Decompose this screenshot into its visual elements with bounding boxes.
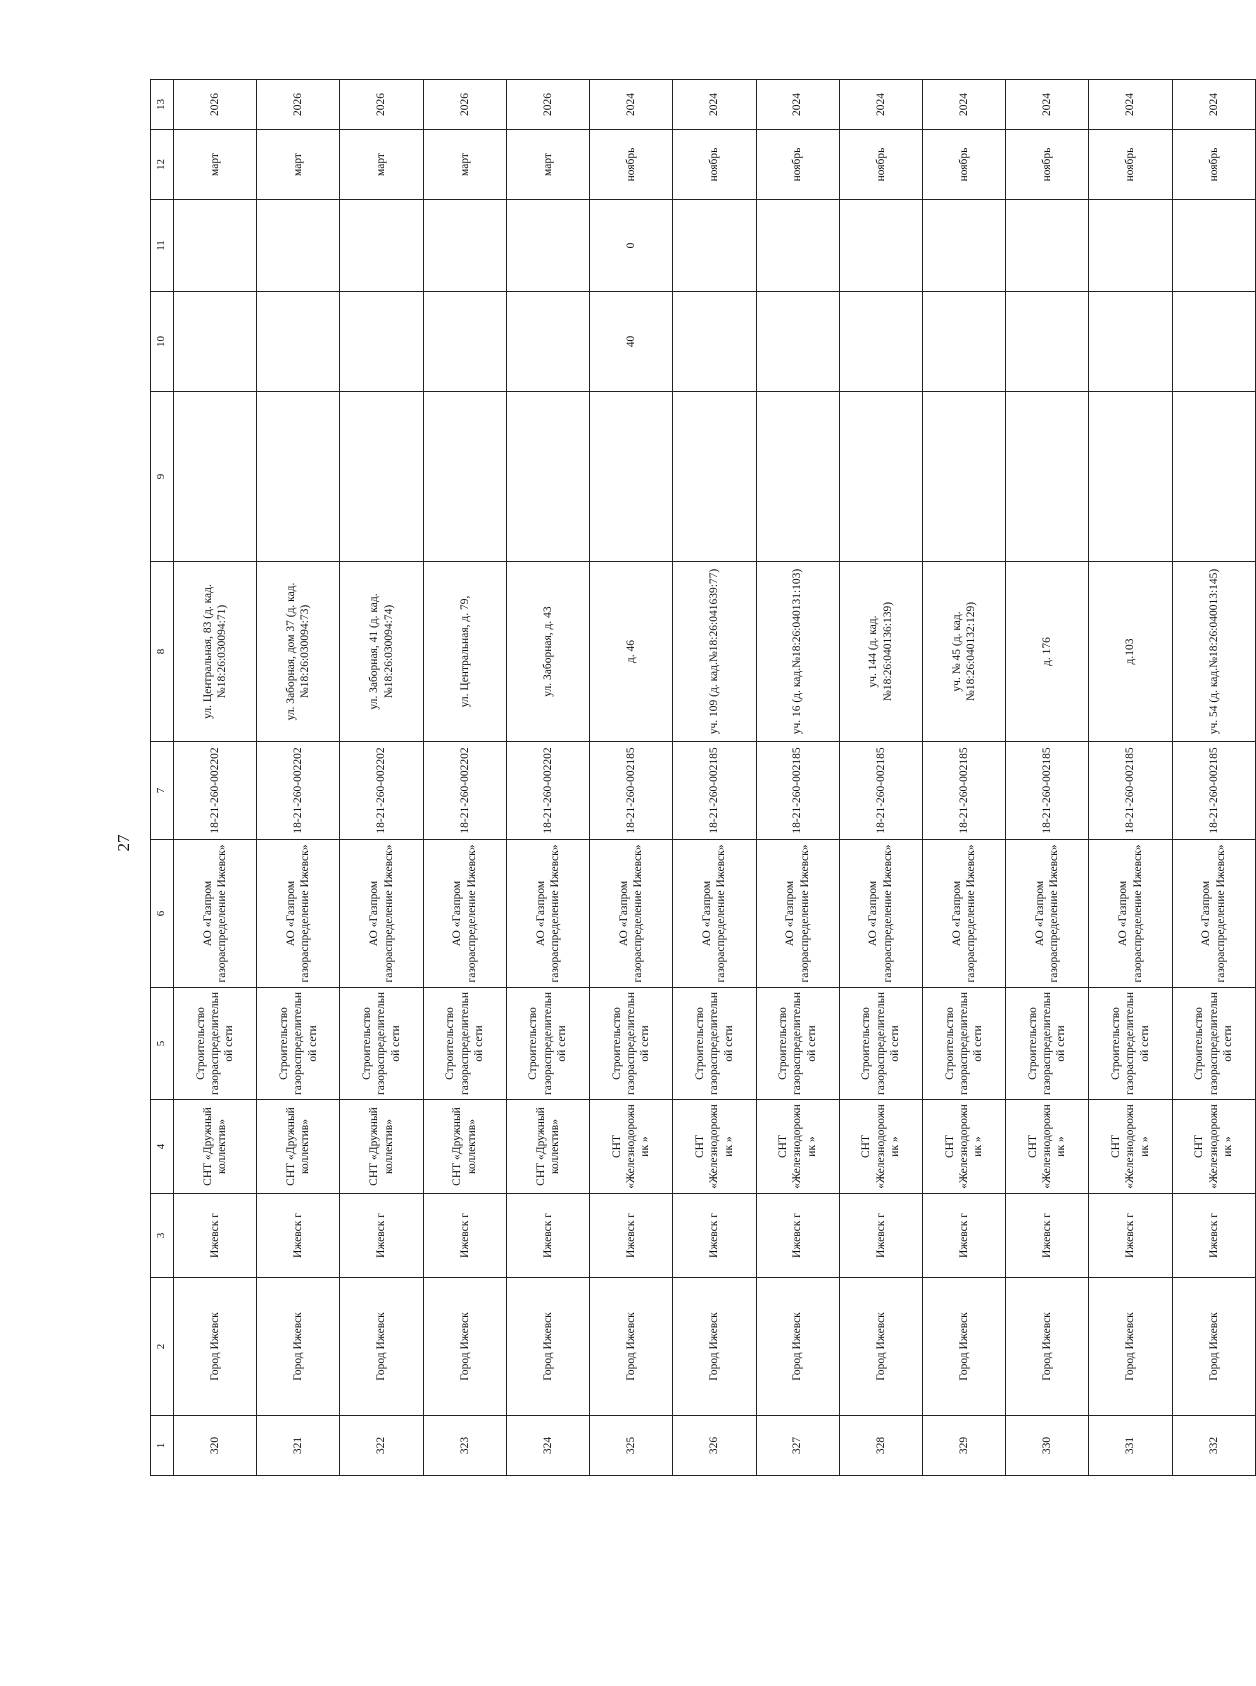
table-cell: 18-21-260-002185 — [922, 742, 1005, 840]
column-header: 7 — [151, 742, 174, 840]
table-cell — [1089, 392, 1172, 562]
table-cell: 18-21-260-002185 — [1006, 742, 1089, 840]
table-row — [590, 80, 673, 1476]
table-cell: Ижевск г — [839, 1194, 922, 1278]
table-cell: 325 — [590, 1416, 673, 1476]
table-cell: 326 — [673, 1416, 756, 1476]
table-cell: СНТ «Дружный коллектив» — [506, 1100, 589, 1194]
table-cell: Город Ижевск — [1006, 1278, 1089, 1416]
table-cell: Строительство газораспределительной сети — [423, 988, 506, 1100]
table-cell: АО «Газпром газораспределение Ижевск» — [839, 840, 922, 988]
table-cell: 2024 — [922, 80, 1005, 130]
table-cell — [1089, 292, 1172, 392]
table-cell: ноябрь — [1006, 130, 1089, 200]
table-cell: Строительство газораспределительной сети — [1089, 988, 1172, 1100]
table-cell — [756, 292, 839, 392]
table-cell: 320 — [174, 1416, 257, 1476]
table-cell: 2024 — [1089, 80, 1172, 130]
table-cell: Строительство газораспределительной сети — [340, 988, 423, 1100]
table-cell: 2024 — [756, 80, 839, 130]
column-header: 6 — [151, 840, 174, 988]
table-cell: АО «Газпром газораспределение Ижевск» — [257, 840, 340, 988]
table-row — [340, 80, 423, 1476]
table-cell: 322 — [340, 1416, 423, 1476]
table-cell: 18-21-260-002202 — [174, 742, 257, 840]
table-cell: 328 — [839, 1416, 922, 1476]
table-cell: Строительство газораспределительной сети — [756, 988, 839, 1100]
table-cell — [922, 200, 1005, 292]
table-cell: 2024 — [673, 80, 756, 130]
table-cell: 18-21-260-002202 — [506, 742, 589, 840]
table-cell: 321 — [257, 1416, 340, 1476]
table-cell: 2026 — [257, 80, 340, 130]
table-cell: 331 — [1089, 1416, 1172, 1476]
table-cell: СНТ «Железнодорожник » — [922, 1100, 1005, 1194]
table-cell — [922, 392, 1005, 562]
column-header: 3 — [151, 1194, 174, 1278]
column-header: 1 — [151, 1416, 174, 1476]
table-cell: ноябрь — [1089, 130, 1172, 200]
table-cell: СНТ «Дружный коллектив» — [257, 1100, 340, 1194]
table-cell: Ижевск г — [423, 1194, 506, 1278]
table-cell: Строительство газораспределительной сети — [174, 988, 257, 1100]
table-cell: АО «Газпром газораспределение Ижевск» — [174, 840, 257, 988]
table-cell: 332 — [1172, 1416, 1255, 1476]
table-cell — [423, 392, 506, 562]
table-cell: 2026 — [174, 80, 257, 130]
table-cell — [1172, 292, 1255, 392]
table-cell: ноябрь — [756, 130, 839, 200]
table-cell: Строительство газораспределительной сети — [922, 988, 1005, 1100]
table-row — [257, 80, 340, 1476]
table-cell — [839, 392, 922, 562]
table-cell — [1172, 200, 1255, 292]
table-cell: АО «Газпром газораспределение Ижевск» — [1089, 840, 1172, 988]
table-cell: 2024 — [590, 80, 673, 130]
table-cell: Город Ижевск — [174, 1278, 257, 1416]
table-cell: Строительство газораспределительной сети — [1006, 988, 1089, 1100]
table-cell: ноябрь — [673, 130, 756, 200]
table-cell: АО «Газпром газораспределение Ижевск» — [506, 840, 589, 988]
table-cell — [839, 292, 922, 392]
table-cell: АО «Газпром газораспределение Ижевск» — [1172, 840, 1255, 988]
table-cell — [506, 292, 589, 392]
table-row — [506, 80, 589, 1476]
table-cell: СНТ «Железнодорожник » — [1172, 1100, 1255, 1194]
table-cell: д.103 — [1089, 562, 1172, 742]
table-cell: 0 — [590, 200, 673, 292]
table-row — [839, 80, 922, 1476]
table-cell: АО «Газпром газораспределение Ижевск» — [1006, 840, 1089, 988]
table-cell — [1006, 200, 1089, 292]
table-cell — [673, 292, 756, 392]
table-cell: 18-21-260-002185 — [1089, 742, 1172, 840]
table-cell: 18-21-260-002202 — [257, 742, 340, 840]
table-cell: уч. 16 (д. кад.№18:26:040131:103) — [756, 562, 839, 742]
table-cell: АО «Газпром газораспределение Ижевск» — [922, 840, 1005, 988]
table-cell: 324 — [506, 1416, 589, 1476]
table-cell: ноябрь — [1172, 130, 1255, 200]
table-cell: ул. Центральная, д. 79, — [423, 562, 506, 742]
table-cell: ноябрь — [590, 130, 673, 200]
table-cell: Ижевск г — [756, 1194, 839, 1278]
table-cell — [340, 392, 423, 562]
table-cell — [423, 292, 506, 392]
table-cell: 2026 — [506, 80, 589, 130]
table-cell: Ижевск г — [673, 1194, 756, 1278]
table-cell: ноябрь — [922, 130, 1005, 200]
table-cell: уч. 144 (д. кад.№18:26:040136:139) — [839, 562, 922, 742]
table-cell — [1006, 392, 1089, 562]
table-row — [1006, 80, 1089, 1476]
table-cell: март — [257, 130, 340, 200]
table-cell: д. 46 — [590, 562, 673, 742]
table-cell — [506, 200, 589, 292]
column-header: 13 — [151, 80, 174, 130]
table-cell: март — [423, 130, 506, 200]
table-cell: 2026 — [423, 80, 506, 130]
table-cell: 18-21-260-002185 — [673, 742, 756, 840]
table-cell — [839, 200, 922, 292]
table-cell: Строительство газораспределительной сети — [257, 988, 340, 1100]
table-row — [922, 80, 1005, 1476]
table-cell: ноябрь — [839, 130, 922, 200]
table-cell: 329 — [922, 1416, 1005, 1476]
table-cell: Строительство газораспределительной сети — [506, 988, 589, 1100]
table-cell: 2026 — [340, 80, 423, 130]
table-cell — [257, 392, 340, 562]
table-cell — [174, 292, 257, 392]
table-cell: Город Ижевск — [340, 1278, 423, 1416]
table-cell: уч. 109 (д. кад.№18:26:041639:77) — [673, 562, 756, 742]
table-cell: Ижевск г — [922, 1194, 1005, 1278]
table-cell: 2024 — [1172, 80, 1255, 130]
table-cell: д. 176 — [1006, 562, 1089, 742]
table-cell — [756, 392, 839, 562]
header-row — [151, 80, 174, 1476]
table-cell: 18-21-260-002185 — [1172, 742, 1255, 840]
table-row — [174, 80, 257, 1476]
column-header: 5 — [151, 988, 174, 1100]
table-cell: Строительство газораспределительной сети — [1172, 988, 1255, 1100]
table-cell: 18-21-260-002185 — [756, 742, 839, 840]
table-cell — [1089, 200, 1172, 292]
table-cell: 18-21-260-002185 — [590, 742, 673, 840]
rotated-table-container — [150, 80, 1250, 1476]
table-cell: Город Ижевск — [590, 1278, 673, 1416]
table-cell: Город Ижевск — [506, 1278, 589, 1416]
table-cell: Строительство газораспределительной сети — [839, 988, 922, 1100]
table-body — [174, 80, 1256, 1476]
column-header: 4 — [151, 1100, 174, 1194]
table-cell: Ижевск г — [174, 1194, 257, 1278]
table-row — [756, 80, 839, 1476]
table-cell: Город Ижевск — [922, 1278, 1005, 1416]
table-cell: 330 — [1006, 1416, 1089, 1476]
table-cell: ул. Заборная, дом 37 (д. кад.№18:26:030094:73) — [257, 562, 340, 742]
table-cell: Город Ижевск — [673, 1278, 756, 1416]
table-cell: Строительство газораспределительной сети — [590, 988, 673, 1100]
table-cell: АО «Газпром газораспределение Ижевск» — [340, 840, 423, 988]
table-cell: ул. Центральная, 83 (д. кад.№18:26:030094:71) — [174, 562, 257, 742]
table-cell: уч. 54 (д. кад.№18:26:040013:145) — [1172, 562, 1255, 742]
column-header: 10 — [151, 292, 174, 392]
table-cell: АО «Газпром газораспределение Ижевск» — [673, 840, 756, 988]
table-cell: СНТ «Железнодорожник » — [756, 1100, 839, 1194]
table-cell: Ижевск г — [1172, 1194, 1255, 1278]
table-cell: 40 — [590, 292, 673, 392]
table-cell — [590, 392, 673, 562]
table-cell — [1172, 392, 1255, 562]
table-cell: Город Ижевск — [839, 1278, 922, 1416]
table-cell: Город Ижевск — [423, 1278, 506, 1416]
table-cell: СНТ «Железнодорожник » — [1089, 1100, 1172, 1194]
table-row — [1089, 80, 1172, 1476]
table-cell: Ижевск г — [590, 1194, 673, 1278]
table-cell — [174, 392, 257, 562]
table-cell — [1006, 292, 1089, 392]
table-cell: 323 — [423, 1416, 506, 1476]
table-cell: АО «Газпром газораспределение Ижевск» — [756, 840, 839, 988]
table-cell: 2024 — [1006, 80, 1089, 130]
table-cell: март — [340, 130, 423, 200]
table-cell: 18-21-260-002202 — [340, 742, 423, 840]
table-cell: 327 — [756, 1416, 839, 1476]
table-cell: 18-21-260-002202 — [423, 742, 506, 840]
table-cell: СНТ «Дружный коллектив» — [340, 1100, 423, 1194]
table-cell — [922, 292, 1005, 392]
table-cell: Ижевск г — [257, 1194, 340, 1278]
table-cell — [340, 200, 423, 292]
table-cell: Строительство газораспределительной сети — [673, 988, 756, 1100]
table-cell: ул. Заборная, д. 43 — [506, 562, 589, 742]
table-cell: ул. Заборная, 41 (д. кад.№18:26:030094:74) — [340, 562, 423, 742]
table-cell: Город Ижевск — [1089, 1278, 1172, 1416]
table-cell — [340, 292, 423, 392]
column-header: 2 — [151, 1278, 174, 1416]
table-cell: СНТ «Железнодорожник » — [839, 1100, 922, 1194]
table-cell — [257, 292, 340, 392]
table-row — [1172, 80, 1255, 1476]
table-cell: СНТ «Железнодорожник » — [673, 1100, 756, 1194]
table-cell: Ижевск г — [1006, 1194, 1089, 1278]
table-cell — [756, 200, 839, 292]
column-header: 8 — [151, 562, 174, 742]
table-cell — [506, 392, 589, 562]
table-cell: 18-21-260-002185 — [839, 742, 922, 840]
table-cell: март — [506, 130, 589, 200]
table-cell: Город Ижевск — [756, 1278, 839, 1416]
page-number: 27 — [114, 834, 133, 852]
table-cell: СНТ «Дружный коллектив» — [423, 1100, 506, 1194]
table-cell: АО «Газпром газораспределение Ижевск» — [423, 840, 506, 988]
table-row — [423, 80, 506, 1476]
table-cell — [257, 200, 340, 292]
table-cell: АО «Газпром газораспределение Ижевск» — [590, 840, 673, 988]
table-cell — [174, 200, 257, 292]
table-cell: Город Ижевск — [257, 1278, 340, 1416]
table-cell — [423, 200, 506, 292]
table-row — [673, 80, 756, 1476]
table-cell: СНТ «Железнодорожник » — [590, 1100, 673, 1194]
column-header: 9 — [151, 392, 174, 562]
table-cell — [673, 200, 756, 292]
table-cell: Ижевск г — [1089, 1194, 1172, 1278]
table-cell: 2024 — [839, 80, 922, 130]
table-cell: СНТ «Дружный коллектив» — [174, 1100, 257, 1194]
column-header: 11 — [151, 200, 174, 292]
data-table — [150, 79, 1256, 1476]
table-cell: Ижевск г — [340, 1194, 423, 1278]
table-cell: Ижевск г — [506, 1194, 589, 1278]
column-header: 12 — [151, 130, 174, 200]
table-cell: СНТ «Железнодорожник » — [1006, 1100, 1089, 1194]
table-cell: уч. № 45 (д. кад.№18:26:040132:129) — [922, 562, 1005, 742]
table-cell: Город Ижевск — [1172, 1278, 1255, 1416]
table-cell: март — [174, 130, 257, 200]
table-cell — [673, 392, 756, 562]
